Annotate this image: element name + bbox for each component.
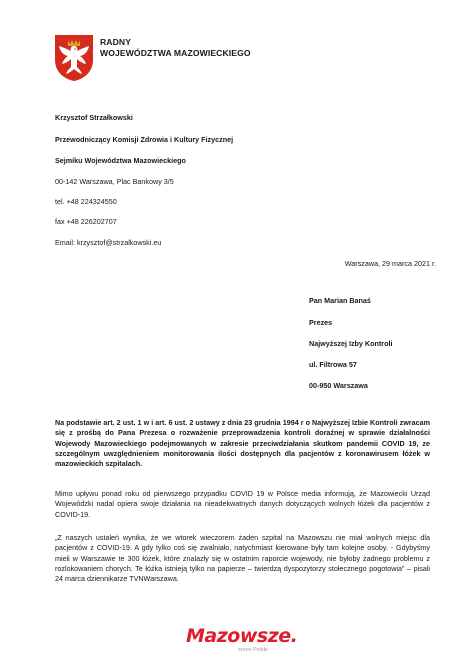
sender-address: 00-142 Warszawa, Plac Bankowy 3/5 bbox=[55, 177, 174, 186]
logo-wordmark: Mazowsze. bbox=[186, 625, 298, 647]
body-paragraph-2: Mimo upływu ponad roku od pierwszego przypadku COVID 19 w Polsce media informują, że Mazowiecki Urząd Wojewódzki nadal opiera swoje działania na nieadekwatnych danych dotyczących wolnych łóżek dla pacjentów z COVID-19. bbox=[55, 489, 430, 519]
recipient-street: ul. Filtrowa 57 bbox=[309, 360, 357, 369]
sender-organization: Sejmiku Województwa Mazowieckiego bbox=[55, 156, 186, 165]
letter-date: Warszawa, 29 marca 2021 r. bbox=[344, 259, 436, 268]
letterhead-line-2: WOJEWÓDZTWA MAZOWIECKIEGO bbox=[100, 48, 251, 58]
body-paragraph-3-quote: „Z naszych ustaleń wynika, że we wtorek wieczorem żaden szpital na Mazowszu nie miał wolnych miejsc dla pacjentów z COVID-19. A gdy tylko coś się zwalniało, natychmiast kierowane były tam kolejne osoby. - Gdybyśmy mieli w Warszawie te 300 łóżek, które znalazły się w ostatnim raporcie wojewody, nie byłoby żadnego problemu z rozlokowaniem chorych. Te łóżka istnieją tylko na papierze – twierdzą dyspozytorzy stołecznego pogotowia” – pisali 24 marca dziennikarze TVNWarszawa. bbox=[55, 533, 430, 584]
body-paragraph-1: Na podstawie art. 2 ust. 1 w i art. 6 ust. 2 ustawy z dnia 23 grudnia 1994 r o Najwyższej Izbie Kontroli zwracam się z prośbą do Pana Prezesa o rozważenie przeprowadzenia kontroli doraźnej w sprawie działalności Wojewody Mazowieckiego podejmowanych w zakresie przeciwdziałania skutkom pandemii COVID 19, ze szczególnym uwzględnieniem monitorowania ilości dostępnych dla pacjentów z koronawirusem łóżek w mazowieckich szpitalach. bbox=[55, 418, 430, 469]
sender-phone: tel. +48 224324550 bbox=[55, 197, 117, 206]
sender-fax: fax +48 226202707 bbox=[55, 217, 117, 226]
recipient-title: Prezes bbox=[309, 318, 333, 327]
recipient-name: Pan Marian Banaś bbox=[309, 296, 371, 305]
letterhead-title bbox=[100, 37, 251, 59]
sender-role: Przewodniczący Komisji Zdrowia i Kultury Fizycznej bbox=[55, 135, 234, 144]
logo-tagline: serce Polski bbox=[238, 647, 268, 653]
letterhead-line-1: RADNY bbox=[100, 37, 132, 47]
coat-of-arms-eagle-icon bbox=[54, 34, 94, 82]
recipient-organization: Najwyższej Izby Kontroli bbox=[309, 339, 393, 348]
sender-name: Krzysztof Strzałkowski bbox=[55, 113, 133, 122]
sender-email: Email: krzysztof@strzalkowski.eu bbox=[55, 238, 162, 247]
mazowsze-logo bbox=[186, 625, 306, 659]
recipient-city: 00-950 Warszawa bbox=[309, 381, 368, 390]
